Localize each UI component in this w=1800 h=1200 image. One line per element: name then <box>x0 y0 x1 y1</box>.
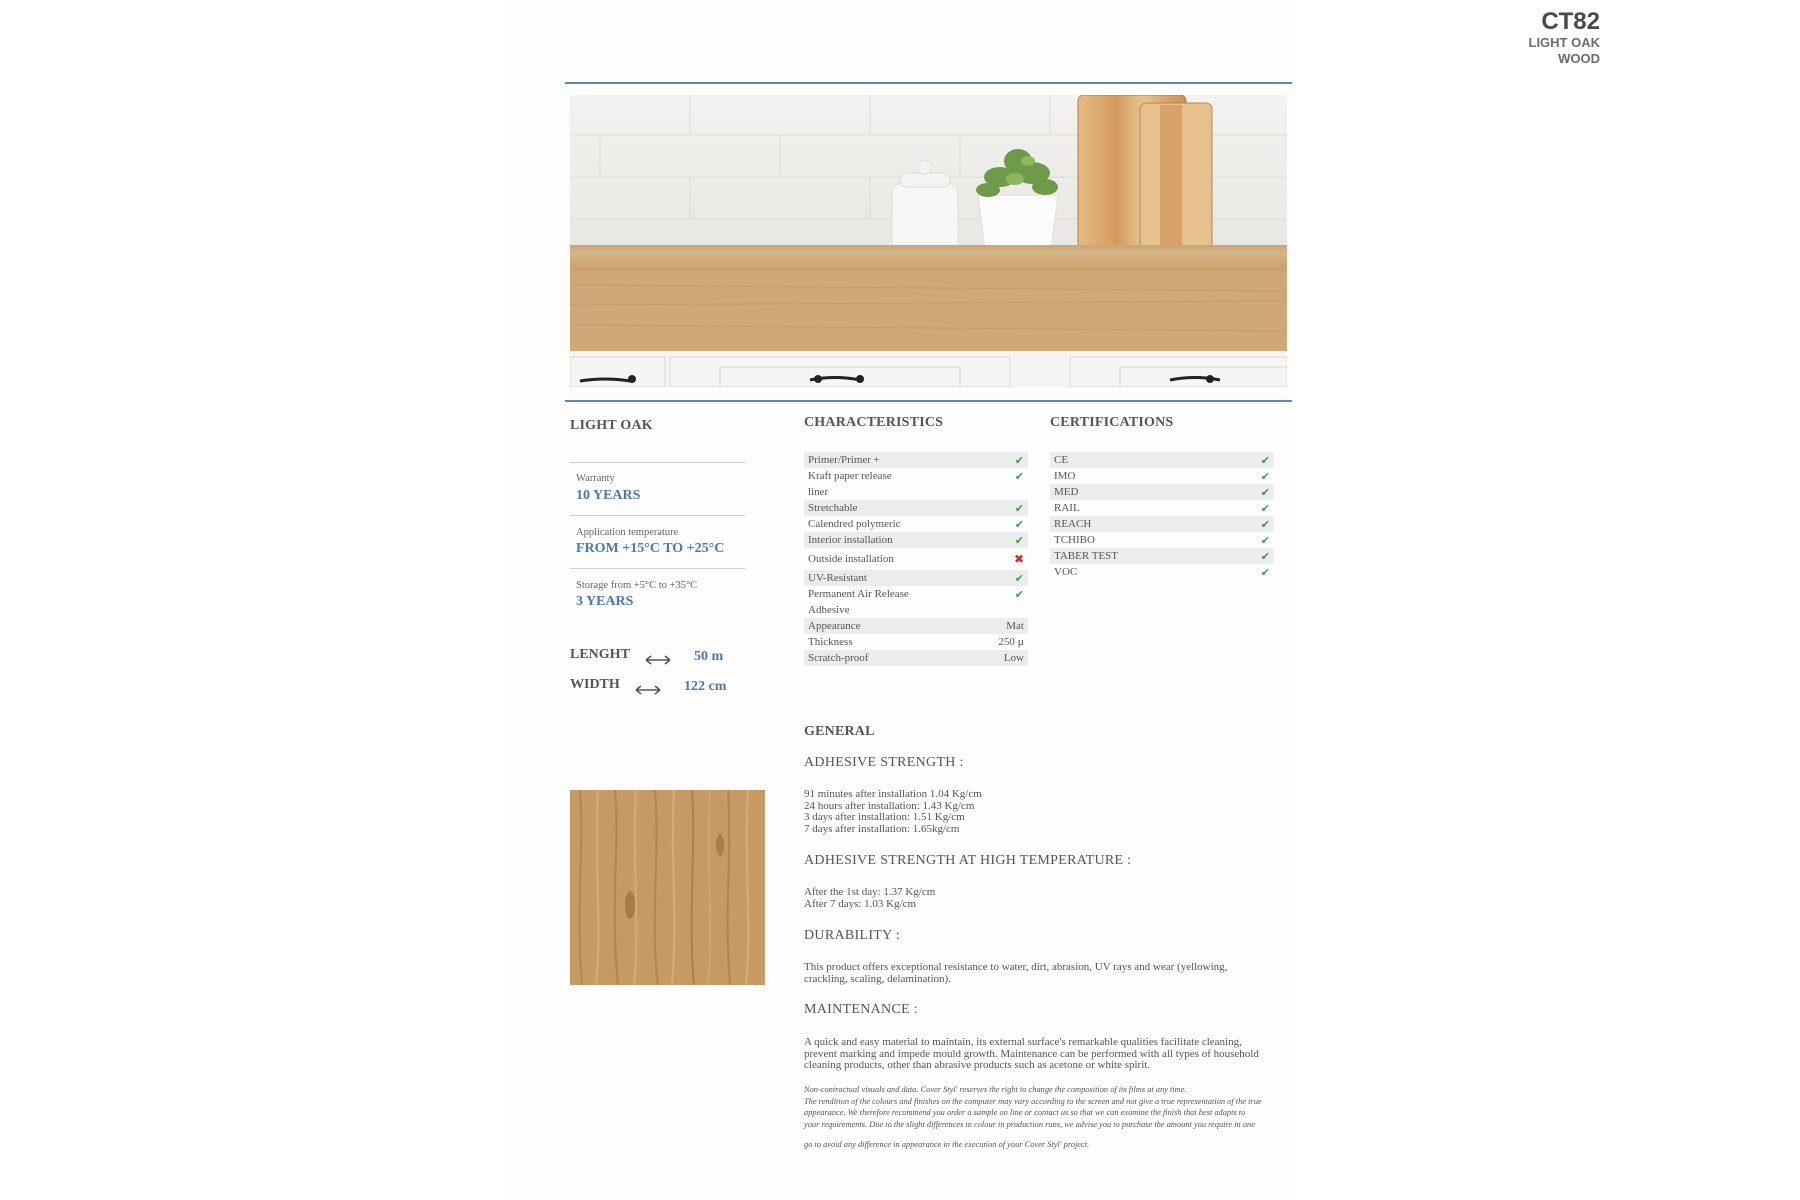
table-row <box>1050 548 1274 564</box>
check-icon: ✔ <box>1231 452 1274 468</box>
length-label: LENGHT <box>570 647 630 662</box>
row-value: 250 µ <box>998 636 1024 648</box>
characteristics-table <box>804 452 1028 666</box>
table-row <box>1050 516 1274 532</box>
table-row <box>804 570 1028 586</box>
maintenance-text: A quick and easy material to maintain, its external surface's remarkable qualities facilitate cleaning, prevent marking and impede mould growth. Maintenance can be performed with all types of household cleaning products, other than abrasive products such as acetone or white spirit. <box>804 1036 1259 1071</box>
row-label: VOC <box>1054 566 1078 578</box>
app-temp-value: FROM +15°C TO +25°C <box>576 541 725 556</box>
table-row <box>804 500 1028 516</box>
check-icon: ✔ <box>1014 469 1024 483</box>
header-divider <box>565 82 1292 84</box>
table-row <box>804 468 1028 484</box>
check-icon: ✔ <box>975 570 1028 586</box>
disclaimer-last-line: go to avoid any difference in appearance in the execution of your Cover Styl' project. <box>804 1140 1090 1149</box>
cross-icon: ✖ <box>1013 552 1024 566</box>
table-row <box>804 532 1028 548</box>
row-value: Low <box>975 650 1028 666</box>
table-row <box>1050 468 1274 484</box>
product-code: CT82 <box>1541 8 1600 35</box>
row-label: Primer/Primer + <box>804 452 975 468</box>
adhesive-strength-text: 91 minutes after installation 1.04 Kg/cm 24 hours after installation: 1.43 Kg/cm 3 days after installation: 1.51 Kg/cm 7 days after installation: 1.65kg/cm <box>804 788 982 835</box>
check-icon: ✔ <box>1014 517 1024 531</box>
divider <box>570 462 745 463</box>
table-row <box>804 618 1028 634</box>
double-arrow-icon <box>645 652 671 670</box>
length-value: 50 m <box>694 649 724 664</box>
durability-text: This product offers exceptional resistance to water, dirt, abrasion, UV rays and wear (yellowing, crackling, scaling, delamination). <box>804 961 1228 985</box>
row-label: Thickness <box>808 636 853 648</box>
check-icon: ✔ <box>975 532 1028 548</box>
table-row <box>804 484 1028 500</box>
table-row <box>804 602 1028 618</box>
row-label: UV-Resistant <box>804 570 975 586</box>
high-temp-heading: ADHESIVE STRENGTH AT HIGH TEMPERATURE : <box>804 853 1132 868</box>
disclaimer-text: Non-contractual visuals and data. Cover Styl' reserves the right to change the composition of its films at any time. The rendition of the colours and finishes on the computer may vary according to the screen and not give a true representation of the true appearance. We therefore recommend you order a sample on line or contact us so that we can examine the finish that best adapts to your requirements. Due to the slight differences in colour in production runs, we advise you to purchase the amount you require in one <box>804 1085 1262 1129</box>
check-icon: ✔ <box>975 452 1028 468</box>
check-icon: ✔ <box>1260 469 1270 483</box>
row-label: Interior installation <box>804 532 975 548</box>
row-label: Permanent Air Release <box>808 588 909 600</box>
certifications-title: CERTIFICATIONS <box>1050 415 1174 430</box>
divider <box>570 568 745 569</box>
adhesive-strength-heading: ADHESIVE STRENGTH : <box>804 755 964 770</box>
check-icon: ✔ <box>1231 516 1274 532</box>
row-label: liner <box>808 486 829 498</box>
hero-divider <box>565 400 1292 402</box>
row-label: Stretchable <box>804 500 975 516</box>
table-row <box>804 650 1028 666</box>
divider <box>570 515 745 516</box>
row-value: Mat <box>975 618 1028 634</box>
check-icon: ✔ <box>1260 501 1270 515</box>
row-label: TABER TEST <box>1050 548 1231 564</box>
row-label: Outside installation <box>808 553 894 565</box>
general-title: GENERAL <box>804 724 875 739</box>
certifications-table <box>1050 452 1274 580</box>
warranty-value: 10 YEARS <box>576 488 641 503</box>
row-label: IMO <box>1054 470 1076 482</box>
check-icon: ✔ <box>1231 484 1274 500</box>
row-label: RAIL <box>1054 502 1080 514</box>
double-arrow-icon <box>635 682 661 700</box>
table-row <box>804 548 1028 570</box>
row-label: Adhesive <box>808 604 850 616</box>
check-icon: ✔ <box>1260 533 1270 547</box>
table-row <box>1050 564 1274 580</box>
width-label: WIDTH <box>570 677 620 692</box>
product-name-line2: WOOD <box>1558 51 1600 66</box>
wood-swatch-image <box>570 790 765 985</box>
table-row <box>804 452 1028 468</box>
table-row <box>1050 452 1274 468</box>
hero-kitchen-image <box>570 95 1287 387</box>
storage-label: Storage from +5°C to +35°C <box>576 580 698 591</box>
check-icon: ✔ <box>975 500 1028 516</box>
product-title: LIGHT OAK <box>570 418 653 433</box>
row-label: REACH <box>1050 516 1231 532</box>
high-temp-text: After the 1st day: 1.37 Kg/cm After 7 days: 1.03 Kg/cm <box>804 886 936 910</box>
check-icon: ✔ <box>1231 548 1274 564</box>
warranty-label: Warranty <box>576 473 615 484</box>
storage-value: 3 YEARS <box>576 594 634 609</box>
row-label: Calendred polymeric <box>808 518 901 530</box>
row-label: MED <box>1050 484 1231 500</box>
row-label: TCHIBO <box>1054 534 1095 546</box>
table-row <box>804 586 1028 602</box>
table-row <box>1050 500 1274 516</box>
table-row <box>804 516 1028 532</box>
table-row <box>804 634 1028 650</box>
characteristics-title: CHARACTERISTICS <box>804 415 944 430</box>
maintenance-heading: MAINTENANCE : <box>804 1002 918 1017</box>
row-label: Scratch-proof <box>804 650 975 666</box>
app-temp-label: Application temperature <box>576 527 679 538</box>
table-row <box>1050 532 1274 548</box>
check-icon: ✔ <box>1014 587 1024 601</box>
row-label: Appearance <box>804 618 975 634</box>
product-name-line1: LIGHT OAK <box>1528 35 1600 50</box>
row-label: Kraft paper release <box>808 470 892 482</box>
width-value: 122 cm <box>684 679 727 694</box>
row-label: CE <box>1050 452 1231 468</box>
durability-heading: DURABILITY : <box>804 928 901 943</box>
check-icon: ✔ <box>1260 565 1270 579</box>
table-row <box>1050 484 1274 500</box>
